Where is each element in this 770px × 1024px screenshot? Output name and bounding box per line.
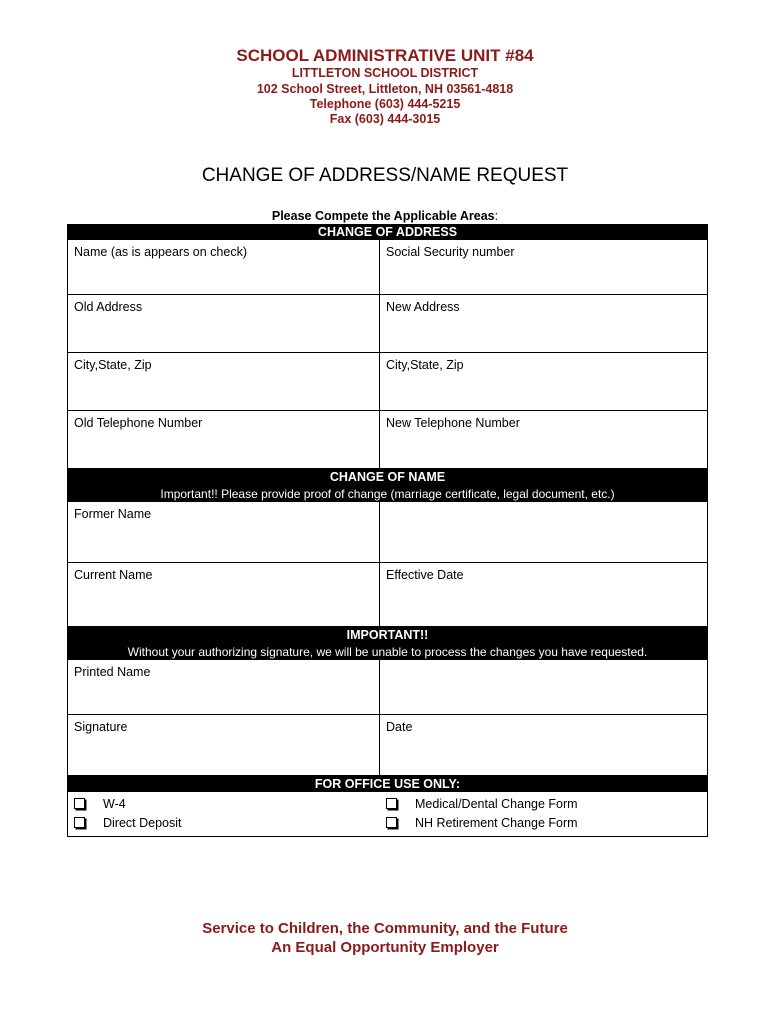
checkbox-icon[interactable] xyxy=(74,798,85,809)
checkbox-icon[interactable] xyxy=(74,817,85,828)
printed-name-value-field[interactable] xyxy=(380,660,707,714)
checkbox-label: Medical/Dental Change Form xyxy=(415,796,578,811)
footer-line-2: An Equal Opportunity Employer xyxy=(271,939,499,956)
signature-field[interactable] xyxy=(68,715,380,775)
current-name-field[interactable] xyxy=(68,563,380,626)
field-label: Current Name xyxy=(74,568,153,582)
field-label: City,State, Zip xyxy=(386,358,464,372)
change-of-name-note: Important!! Please provide proof of change (marriage certificate, legal document, etc.) xyxy=(67,486,708,502)
field-label: Effective Date xyxy=(386,568,464,582)
social-security-field[interactable] xyxy=(380,240,707,294)
field-label: Signature xyxy=(74,720,128,734)
old-city-state-zip-field[interactable] xyxy=(68,353,380,410)
name-as-on-check-field[interactable] xyxy=(68,240,380,294)
form-row xyxy=(67,411,708,469)
instructions xyxy=(0,209,770,223)
office-use-right-column xyxy=(380,792,707,834)
old-address-field[interactable] xyxy=(68,295,380,352)
new-telephone-field[interactable] xyxy=(380,411,707,468)
new-address-field[interactable] xyxy=(380,295,707,352)
district-fax: Fax (603) 444-3015 xyxy=(329,112,441,126)
field-label: City,State, Zip xyxy=(74,358,152,372)
checkbox-w4[interactable] xyxy=(74,794,374,813)
effective-date-field[interactable] xyxy=(380,563,707,626)
old-telephone-field[interactable] xyxy=(68,411,380,468)
new-city-state-zip-field[interactable] xyxy=(380,353,707,410)
checkbox-icon[interactable] xyxy=(386,798,397,809)
date-field[interactable] xyxy=(380,715,707,775)
section-heading-important: IMPORTANT!! xyxy=(67,627,708,644)
agency-name: SCHOOL ADMINISTRATIVE UNIT #84 xyxy=(236,46,534,65)
office-use-left-column xyxy=(68,792,380,834)
form-row xyxy=(67,240,708,295)
former-name-value-field[interactable] xyxy=(380,502,707,562)
instructions-colon: : xyxy=(494,209,499,223)
footer-motto xyxy=(0,919,770,957)
field-label: Old Telephone Number xyxy=(74,416,203,430)
field-label: Name (as is appears on check) xyxy=(74,245,247,259)
checkbox-label: W-4 xyxy=(103,796,126,811)
form-row xyxy=(67,295,708,353)
request-form xyxy=(67,224,708,837)
form-row xyxy=(67,502,708,563)
instructions-text: Please Compete the Applicable Areas xyxy=(271,209,495,223)
section-heading-change-of-address: CHANGE OF ADDRESS xyxy=(67,224,708,240)
checkbox-medical-dental[interactable] xyxy=(386,794,701,813)
checkbox-nh-retirement[interactable] xyxy=(386,813,701,832)
form-row xyxy=(67,563,708,627)
field-label: Social Security number xyxy=(386,245,515,259)
signature-note: Without your authorizing signature, we will be unable to process the changes you have requested. xyxy=(67,644,708,660)
footer-line-1: Service to Children, the Community, and the Future xyxy=(202,920,568,937)
office-use-checklist xyxy=(67,792,708,837)
district-address: 102 School Street, Littleton, NH 03561-4818 xyxy=(256,82,514,96)
field-label: Former Name xyxy=(74,507,152,521)
page-title: CHANGE OF ADDRESS/NAME REQUEST xyxy=(201,165,569,186)
printed-name-field[interactable] xyxy=(68,660,380,714)
form-row xyxy=(67,353,708,411)
district-name: LITTLETON SCHOOL DISTRICT xyxy=(291,66,479,80)
checkbox-label: Direct Deposit xyxy=(103,815,182,830)
checkbox-label: NH Retirement Change Form xyxy=(415,815,578,830)
section-heading-change-of-name: CHANGE OF NAME xyxy=(67,469,708,486)
checkbox-icon[interactable] xyxy=(386,817,397,828)
form-row xyxy=(67,715,708,776)
field-label: New Address xyxy=(386,300,460,314)
field-label: Printed Name xyxy=(74,665,151,679)
former-name-field[interactable] xyxy=(68,502,380,562)
form-row xyxy=(67,660,708,715)
field-label: Date xyxy=(386,720,413,734)
district-telephone: Telephone (603) 444-5215 xyxy=(309,97,461,111)
field-label: New Telephone Number xyxy=(386,416,520,430)
checkbox-direct-deposit[interactable] xyxy=(74,813,374,832)
field-label: Old Address xyxy=(74,300,143,314)
section-heading-office-use: FOR OFFICE USE ONLY: xyxy=(67,776,708,792)
